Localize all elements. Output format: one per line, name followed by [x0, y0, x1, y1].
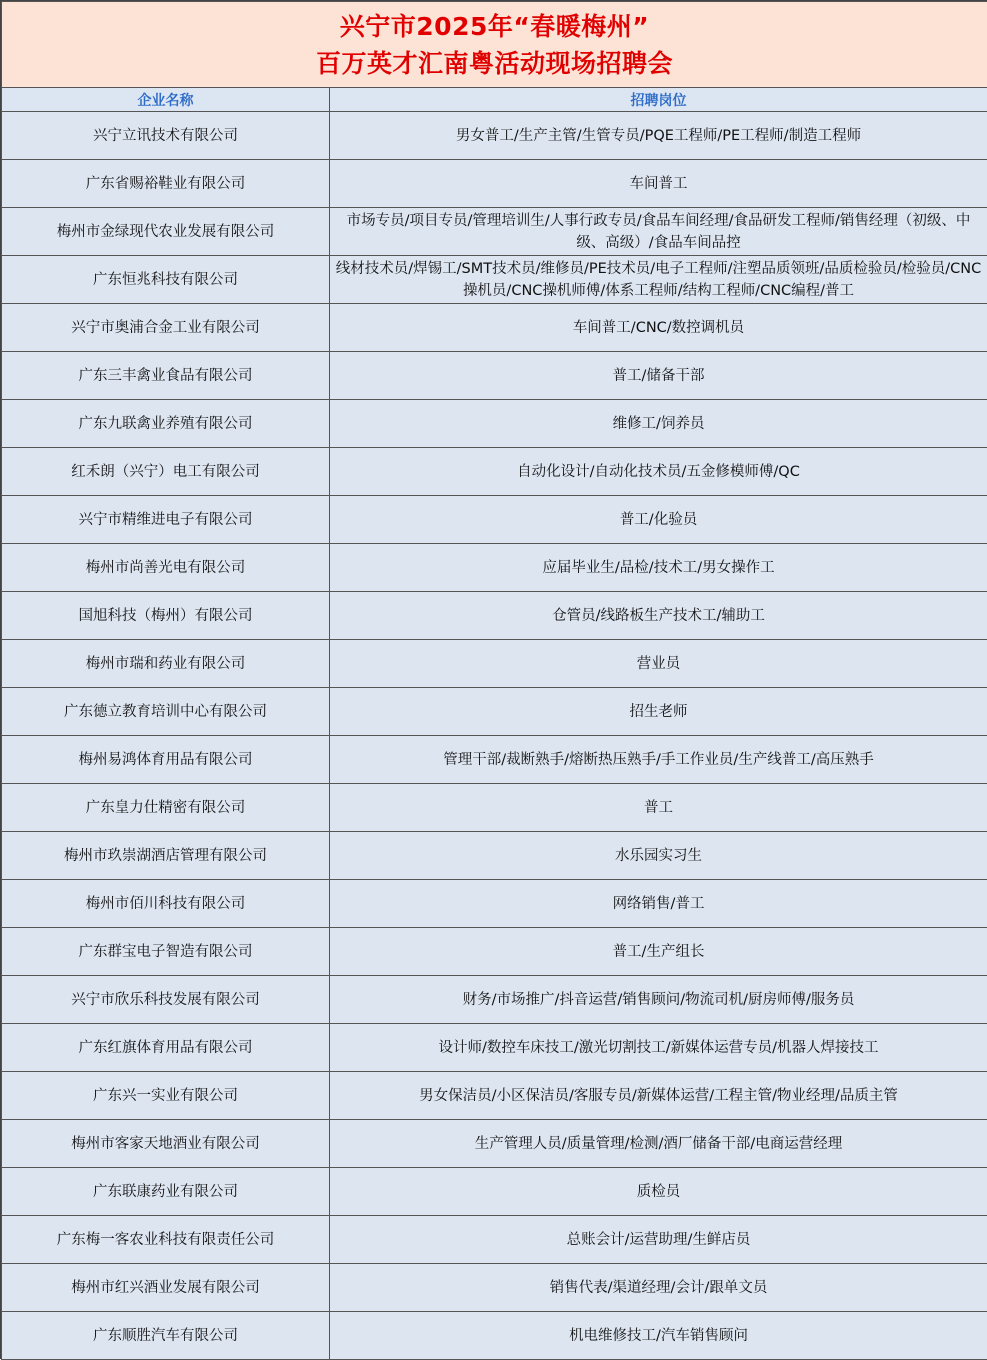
- company-name-cell: 广东红旗体育用品有限公司: [2, 1024, 330, 1072]
- table-row: [2, 1312, 987, 1360]
- job-positions-cell: 仓管员/线路板生产技术工/辅助工: [330, 592, 987, 640]
- table-row: [2, 304, 987, 352]
- company-name-cell: 广东德立教育培训中心有限公司: [2, 688, 330, 736]
- title-row: [2, 2, 987, 88]
- header-row: [2, 88, 987, 112]
- table-row: [2, 880, 987, 928]
- table-row: [2, 1024, 987, 1072]
- table-row: [2, 256, 987, 304]
- header-company: 企业名称: [2, 88, 330, 112]
- company-name-cell: 广东兴一实业有限公司: [2, 1072, 330, 1120]
- company-name-cell: 梅州市客家天地酒业有限公司: [2, 1120, 330, 1168]
- company-name-cell: 兴宁市奥浦合金工业有限公司: [2, 304, 330, 352]
- job-positions-cell: 质检员: [330, 1168, 987, 1216]
- job-positions-cell: 男女保洁员/小区保洁员/客服专员/新媒体运营/工程主管/物业经理/品质主管: [330, 1072, 987, 1120]
- table-row: [2, 1264, 987, 1312]
- company-name-cell: 广东九联禽业养殖有限公司: [2, 400, 330, 448]
- job-positions-cell: 车间普工/CNC/数控调机员: [330, 304, 987, 352]
- header-jobs: 招聘岗位: [330, 88, 987, 112]
- table-row: [2, 688, 987, 736]
- job-positions-cell: 营业员: [330, 640, 987, 688]
- table-row: [2, 496, 987, 544]
- job-positions-cell: 普工/化验员: [330, 496, 987, 544]
- table-row: [2, 448, 987, 496]
- company-name-cell: 广东梅一客农业科技有限责任公司: [2, 1216, 330, 1264]
- company-name-cell: 广东皇力仕精密有限公司: [2, 784, 330, 832]
- company-name-cell: 梅州市金绿现代农业发展有限公司: [2, 208, 330, 256]
- job-positions-cell: 管理干部/裁断熟手/熔断热压熟手/手工作业员/生产线普工/高压熟手: [330, 736, 987, 784]
- job-positions-cell: 招生老师: [330, 688, 987, 736]
- company-name-cell: 广东三丰禽业食品有限公司: [2, 352, 330, 400]
- company-name-cell: 红禾朗（兴宁）电工有限公司: [2, 448, 330, 496]
- table-row: [2, 976, 987, 1024]
- job-positions-cell: 总账会计/运营助理/生鲜店员: [330, 1216, 987, 1264]
- job-positions-cell: 线材技术员/焊锡工/SMT技术员/维修员/PE技术员/电子工程师/注塑品质领班/品质检验员/检验员/CNC操机员/CNC操机师傅/体系工程师/结构工程师/CNC编程/普工: [330, 256, 987, 304]
- job-positions-cell: 水乐园实习生: [330, 832, 987, 880]
- job-positions-cell: 普工/生产组长: [330, 928, 987, 976]
- table-title: [2, 2, 987, 88]
- company-name-cell: 广东恒兆科技有限公司: [2, 256, 330, 304]
- table-row: [2, 592, 987, 640]
- table-row: [2, 400, 987, 448]
- company-name-cell: 梅州市佰川科技有限公司: [2, 880, 330, 928]
- job-positions-cell: 应届毕业生/品检/技术工/男女操作工: [330, 544, 987, 592]
- table-row: [2, 640, 987, 688]
- table-row: [2, 1216, 987, 1264]
- job-positions-cell: 设计师/数控车床技工/激光切割技工/新媒体运营专员/机器人焊接技工: [330, 1024, 987, 1072]
- company-name-cell: 兴宁市欣乐科技发展有限公司: [2, 976, 330, 1024]
- job-positions-cell: 销售代表/渠道经理/会计/跟单文员: [330, 1264, 987, 1312]
- table-row: [2, 1168, 987, 1216]
- table-row: [2, 832, 987, 880]
- company-name-cell: 梅州市玖崇湖酒店管理有限公司: [2, 832, 330, 880]
- job-positions-cell: 普工/储备干部: [330, 352, 987, 400]
- job-positions-cell: 自动化设计/自动化技术员/五金修模师傅/QC: [330, 448, 987, 496]
- job-positions-cell: 市场专员/项目专员/管理培训生/人事行政专员/食品车间经理/食品研发工程师/销售经理（初级、中级、高级）/食品车间品控: [330, 208, 987, 256]
- company-name-cell: 梅州市瑞和药业有限公司: [2, 640, 330, 688]
- job-positions-cell: 网络销售/普工: [330, 880, 987, 928]
- company-name-cell: 梅州易鸿体育用品有限公司: [2, 736, 330, 784]
- table-row: [2, 1072, 987, 1120]
- table-row: [2, 112, 987, 160]
- title-line-2: 百万英才汇南粤活动现场招聘会: [2, 45, 987, 82]
- company-name-cell: 国旭科技（梅州）有限公司: [2, 592, 330, 640]
- company-name-cell: 梅州市红兴酒业发展有限公司: [2, 1264, 330, 1312]
- job-positions-cell: 男女普工/生产主管/生管专员/PQE工程师/PE工程师/制造工程师: [330, 112, 987, 160]
- job-positions-cell: 财务/市场推广/抖音运营/销售顾问/物流司机/厨房师傅/服务员: [330, 976, 987, 1024]
- table-row: [2, 1120, 987, 1168]
- table-row: [2, 352, 987, 400]
- table-row: [2, 208, 987, 256]
- table-row: [2, 928, 987, 976]
- job-positions-cell: 生产管理人员/质量管理/检测/酒厂储备干部/电商运营经理: [330, 1120, 987, 1168]
- company-name-cell: 广东顺胜汽车有限公司: [2, 1312, 330, 1360]
- table-row: [2, 544, 987, 592]
- company-name-cell: 兴宁市精维进电子有限公司: [2, 496, 330, 544]
- title-line-1: 兴宁市2025年“春暖梅州”: [2, 8, 987, 45]
- job-positions-cell: 普工: [330, 784, 987, 832]
- company-name-cell: 广东联康药业有限公司: [2, 1168, 330, 1216]
- company-name-cell: 梅州市尚善光电有限公司: [2, 544, 330, 592]
- company-name-cell: 广东群宝电子智造有限公司: [2, 928, 330, 976]
- recruitment-table: [1, 1, 987, 1360]
- company-name-cell: 兴宁立讯技术有限公司: [2, 112, 330, 160]
- job-positions-cell: 机电维修技工/汽车销售顾问: [330, 1312, 987, 1360]
- table-row: [2, 736, 987, 784]
- company-name-cell: 广东省赐裕鞋业有限公司: [2, 160, 330, 208]
- table-row: [2, 160, 987, 208]
- job-positions-cell: 车间普工: [330, 160, 987, 208]
- table-row: [2, 784, 987, 832]
- job-positions-cell: 维修工/饲养员: [330, 400, 987, 448]
